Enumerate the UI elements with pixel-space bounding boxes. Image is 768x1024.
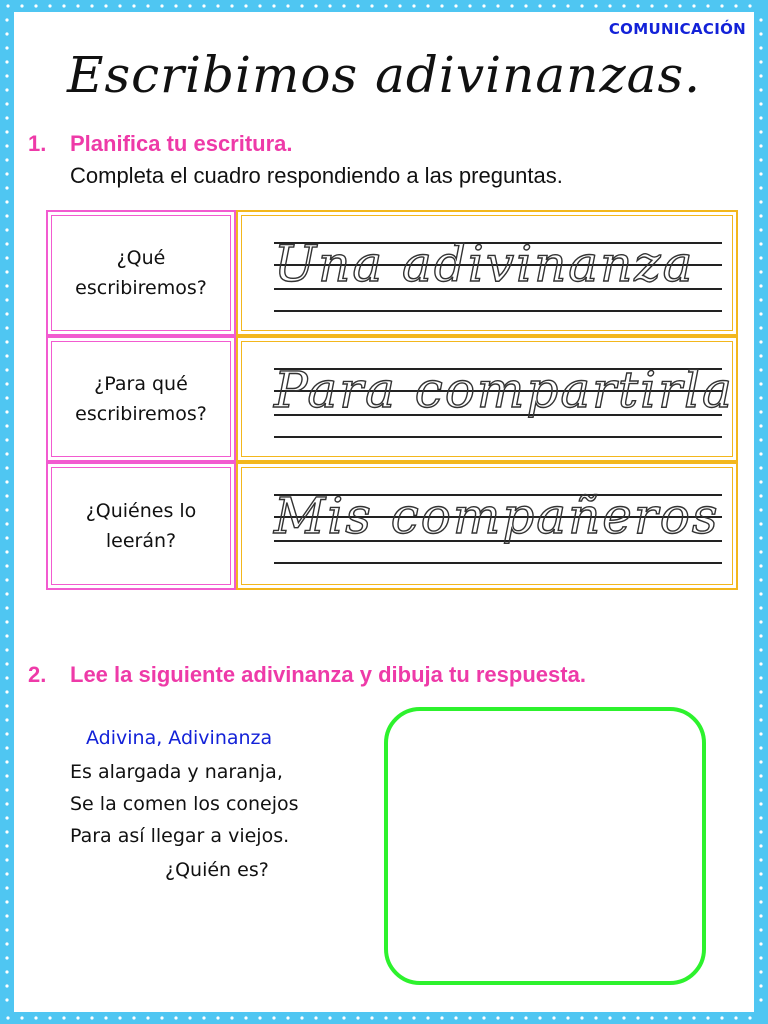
traced-answer-text: Una adivinanza: [274, 235, 695, 293]
question-text: leerán?: [105, 530, 177, 552]
riddle-line: Se la comen los conejos: [70, 793, 299, 815]
page-title: Escribimos adivinanzas.: [66, 46, 702, 104]
question-cell: [46, 210, 236, 336]
question-text: ¿Qué: [116, 247, 166, 269]
section-2-title: Lee la siguiente adivinanza y dibuja tu respuesta.: [70, 662, 586, 687]
planning-table: [46, 210, 740, 590]
answer-cell[interactable]: [236, 336, 738, 462]
question-cell: [46, 336, 236, 462]
riddle-title: Adivina, Adivinanza: [86, 727, 273, 749]
traced-answer-text: Para compartirla: [274, 361, 734, 419]
question-text: ¿Quiénes lo: [85, 500, 197, 522]
answer-cell[interactable]: [236, 462, 738, 590]
drawing-answer-box[interactable]: [384, 707, 706, 985]
subject-label: COMUNICACIÓN: [608, 20, 746, 38]
question-text: ¿Para qué: [94, 373, 188, 395]
answer-cell[interactable]: [236, 210, 738, 336]
section-1-number: 1.: [28, 131, 47, 156]
riddle-line: Para así llegar a viejos.: [70, 825, 290, 847]
traced-answer-text: Mis compañeros: [274, 487, 720, 545]
riddle-question: ¿Quién es?: [165, 859, 269, 881]
riddle-line: Es alargada y naranja,: [70, 761, 283, 783]
section-1-title: Planifica tu escritura.: [70, 131, 293, 156]
question-text: escribiremos?: [75, 403, 207, 425]
question-cell: [46, 462, 236, 590]
section-1-instruction: Completa el cuadro respondiendo a las preguntas.: [70, 163, 563, 188]
section-2-number: 2.: [28, 662, 47, 687]
question-text: escribiremos?: [75, 277, 207, 299]
